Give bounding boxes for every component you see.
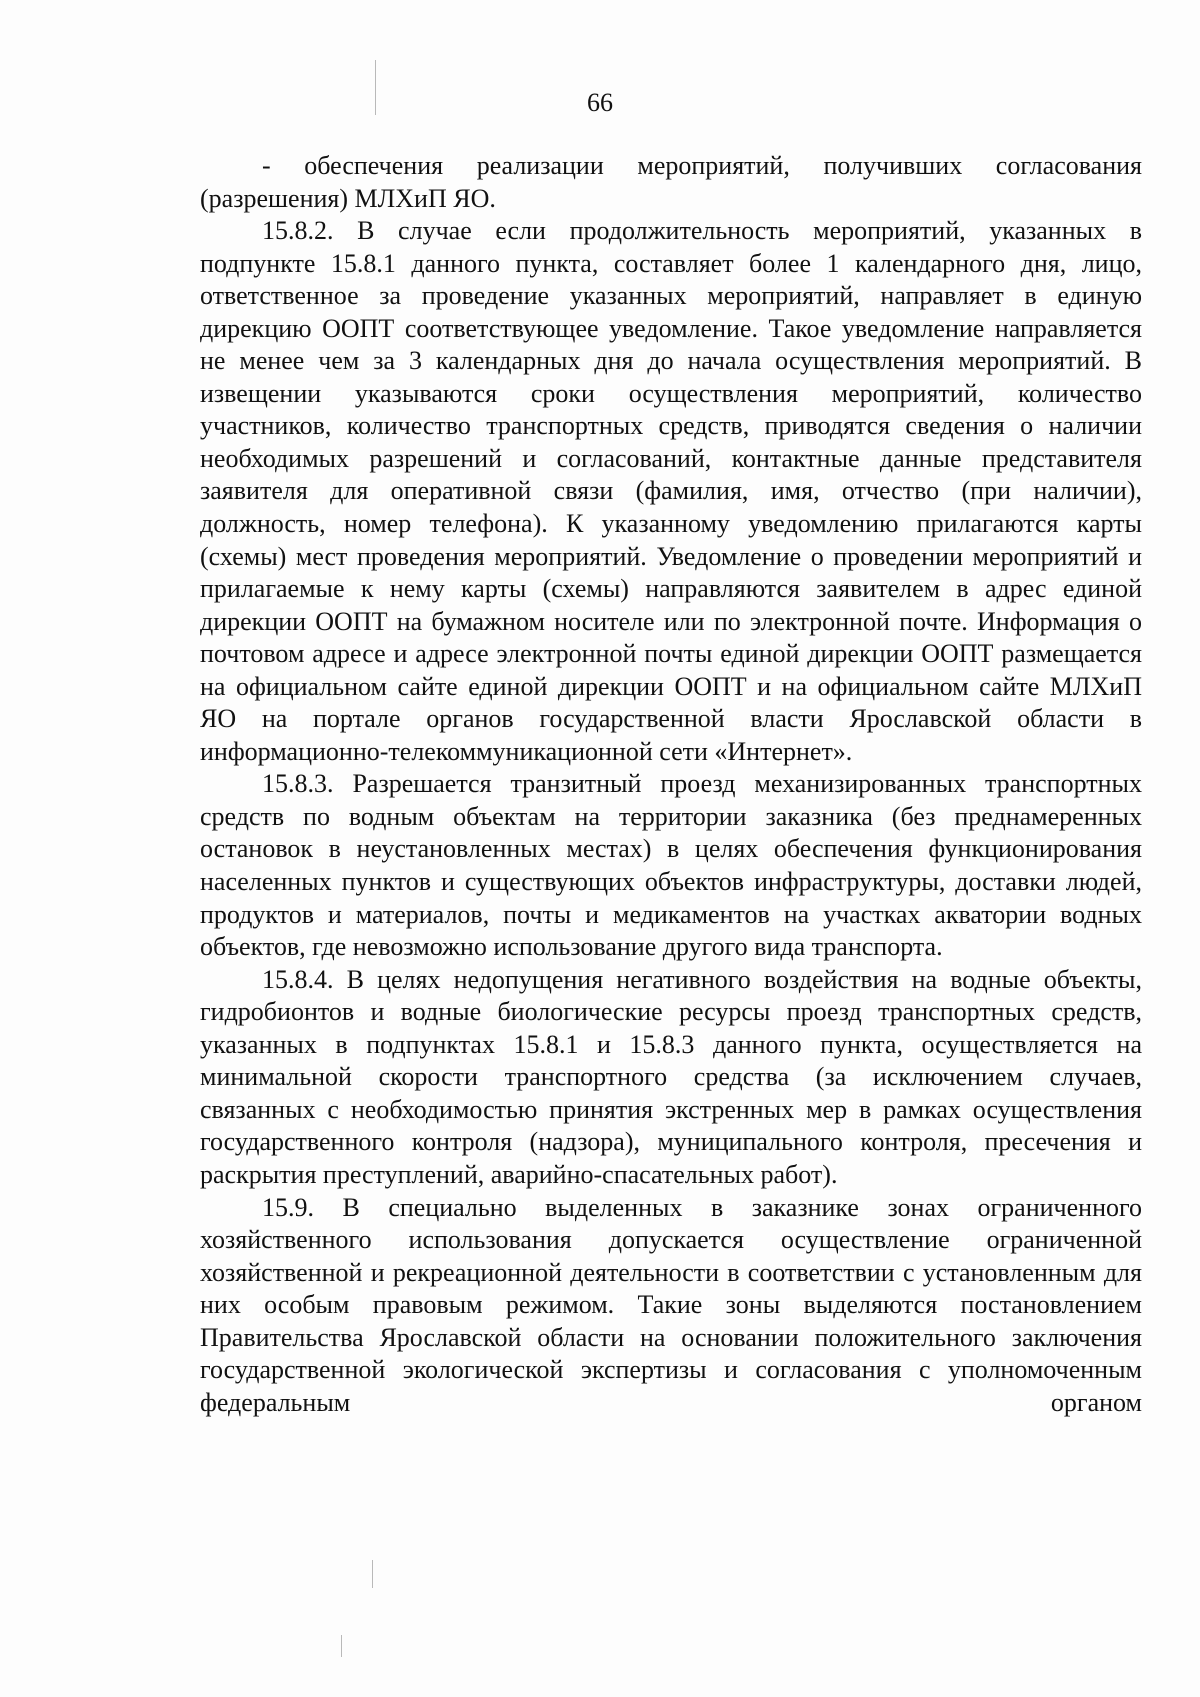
paragraph-15-8-3: 15.8.3. Разрешается транзитный проезд механизированных транспортных средств по водным объектам на территории заказника (без преднамеренных остановок в неустановленных местах) в целях обеспечения функционирования населенных пунктов и существующих объектов инфраструктуры, доставки людей, продуктов и материалов, почты и медикаментов на участках акватории водных объектов, где невозможно использование другого вида транспорта. <box>200 769 1142 962</box>
paragraph-15-8-2: 15.8.2. В случае если продолжительность мероприятий, указанных в подпункте 15.8.1 данного пункта, составляет более 1 календарного дня, лицо, ответственное за проведение указанных мероприятий, направляет в единую дирекцию ООПТ соответствующее уведомление. Такое уведомление направляется не менее чем за 3 календарных дня до начала осуществления мероприятий. В извещении указываются сроки осуществления мероприятий, количество участников, количество транспортных средств, приводятся сведения о наличии необходимых разрешений и согласований, контактные данные представителя заявителя для оперативной связи (фамилия, имя, отчество (при наличии), должность, номер телефона). К указанному уведомлению прилагаются карты (схемы) мест проведения мероприятий. Уведомление о проведении мероприятий и прилагаемые к нему карты (схемы) направляются заявителем в адрес единой дирекции ООПТ на бумажном носителе или по электронной почте. Информация о почтовом адресе и адресе электронной почты единой дирекции ООПТ размещается на официальном сайте единой дирекции ООПТ и на официальном сайте МЛХиП ЯО на портале органов государственной власти Ярославской области в информационно-телекоммуникационной сети «Интернет». <box>200 216 1142 766</box>
page-number: 66 <box>587 88 613 117</box>
paragraph-list-item: - обеспечения реализации мероприятий, получивших согласования (разрешения) МЛХиП ЯО. <box>200 151 1142 213</box>
document-body <box>200 150 1142 1419</box>
scan-artifact-mark <box>341 1635 342 1657</box>
scan-artifact-mark <box>372 1560 373 1588</box>
paragraph-15-8-4: 15.8.4. В целях недопущения негативного воздействия на водные объекты, гидробионтов и водные биологические ресурсы проезд транспортных средств, указанных в подпунктах 15.8.1 и 15.8.3 данного пункта, осуществляется на минимальной скорости транспортного средства (за исключением случаев, связанных с необходимостью принятия экстренных мер в рамках осуществления государственного контроля (надзора), муниципального контроля, пресечения и раскрытия преступлений, аварийно-спасательных работ). <box>200 964 1142 1189</box>
paragraph-15-9: 15.9. В специально выделенных в заказнике зонах ограниченного хозяйственного использования допускается осуществление ограниченной хозяйственной и рекреационной деятельности в соответствии с установленным для них особым правовым режимом. Такие зоны выделяются постановлением Правительства Ярославской области на основании положительного заключения государственной экологической экспертизы и согласования с уполномоченным федеральным органом <box>200 1192 1142 1417</box>
scan-artifact-mark <box>375 60 376 115</box>
